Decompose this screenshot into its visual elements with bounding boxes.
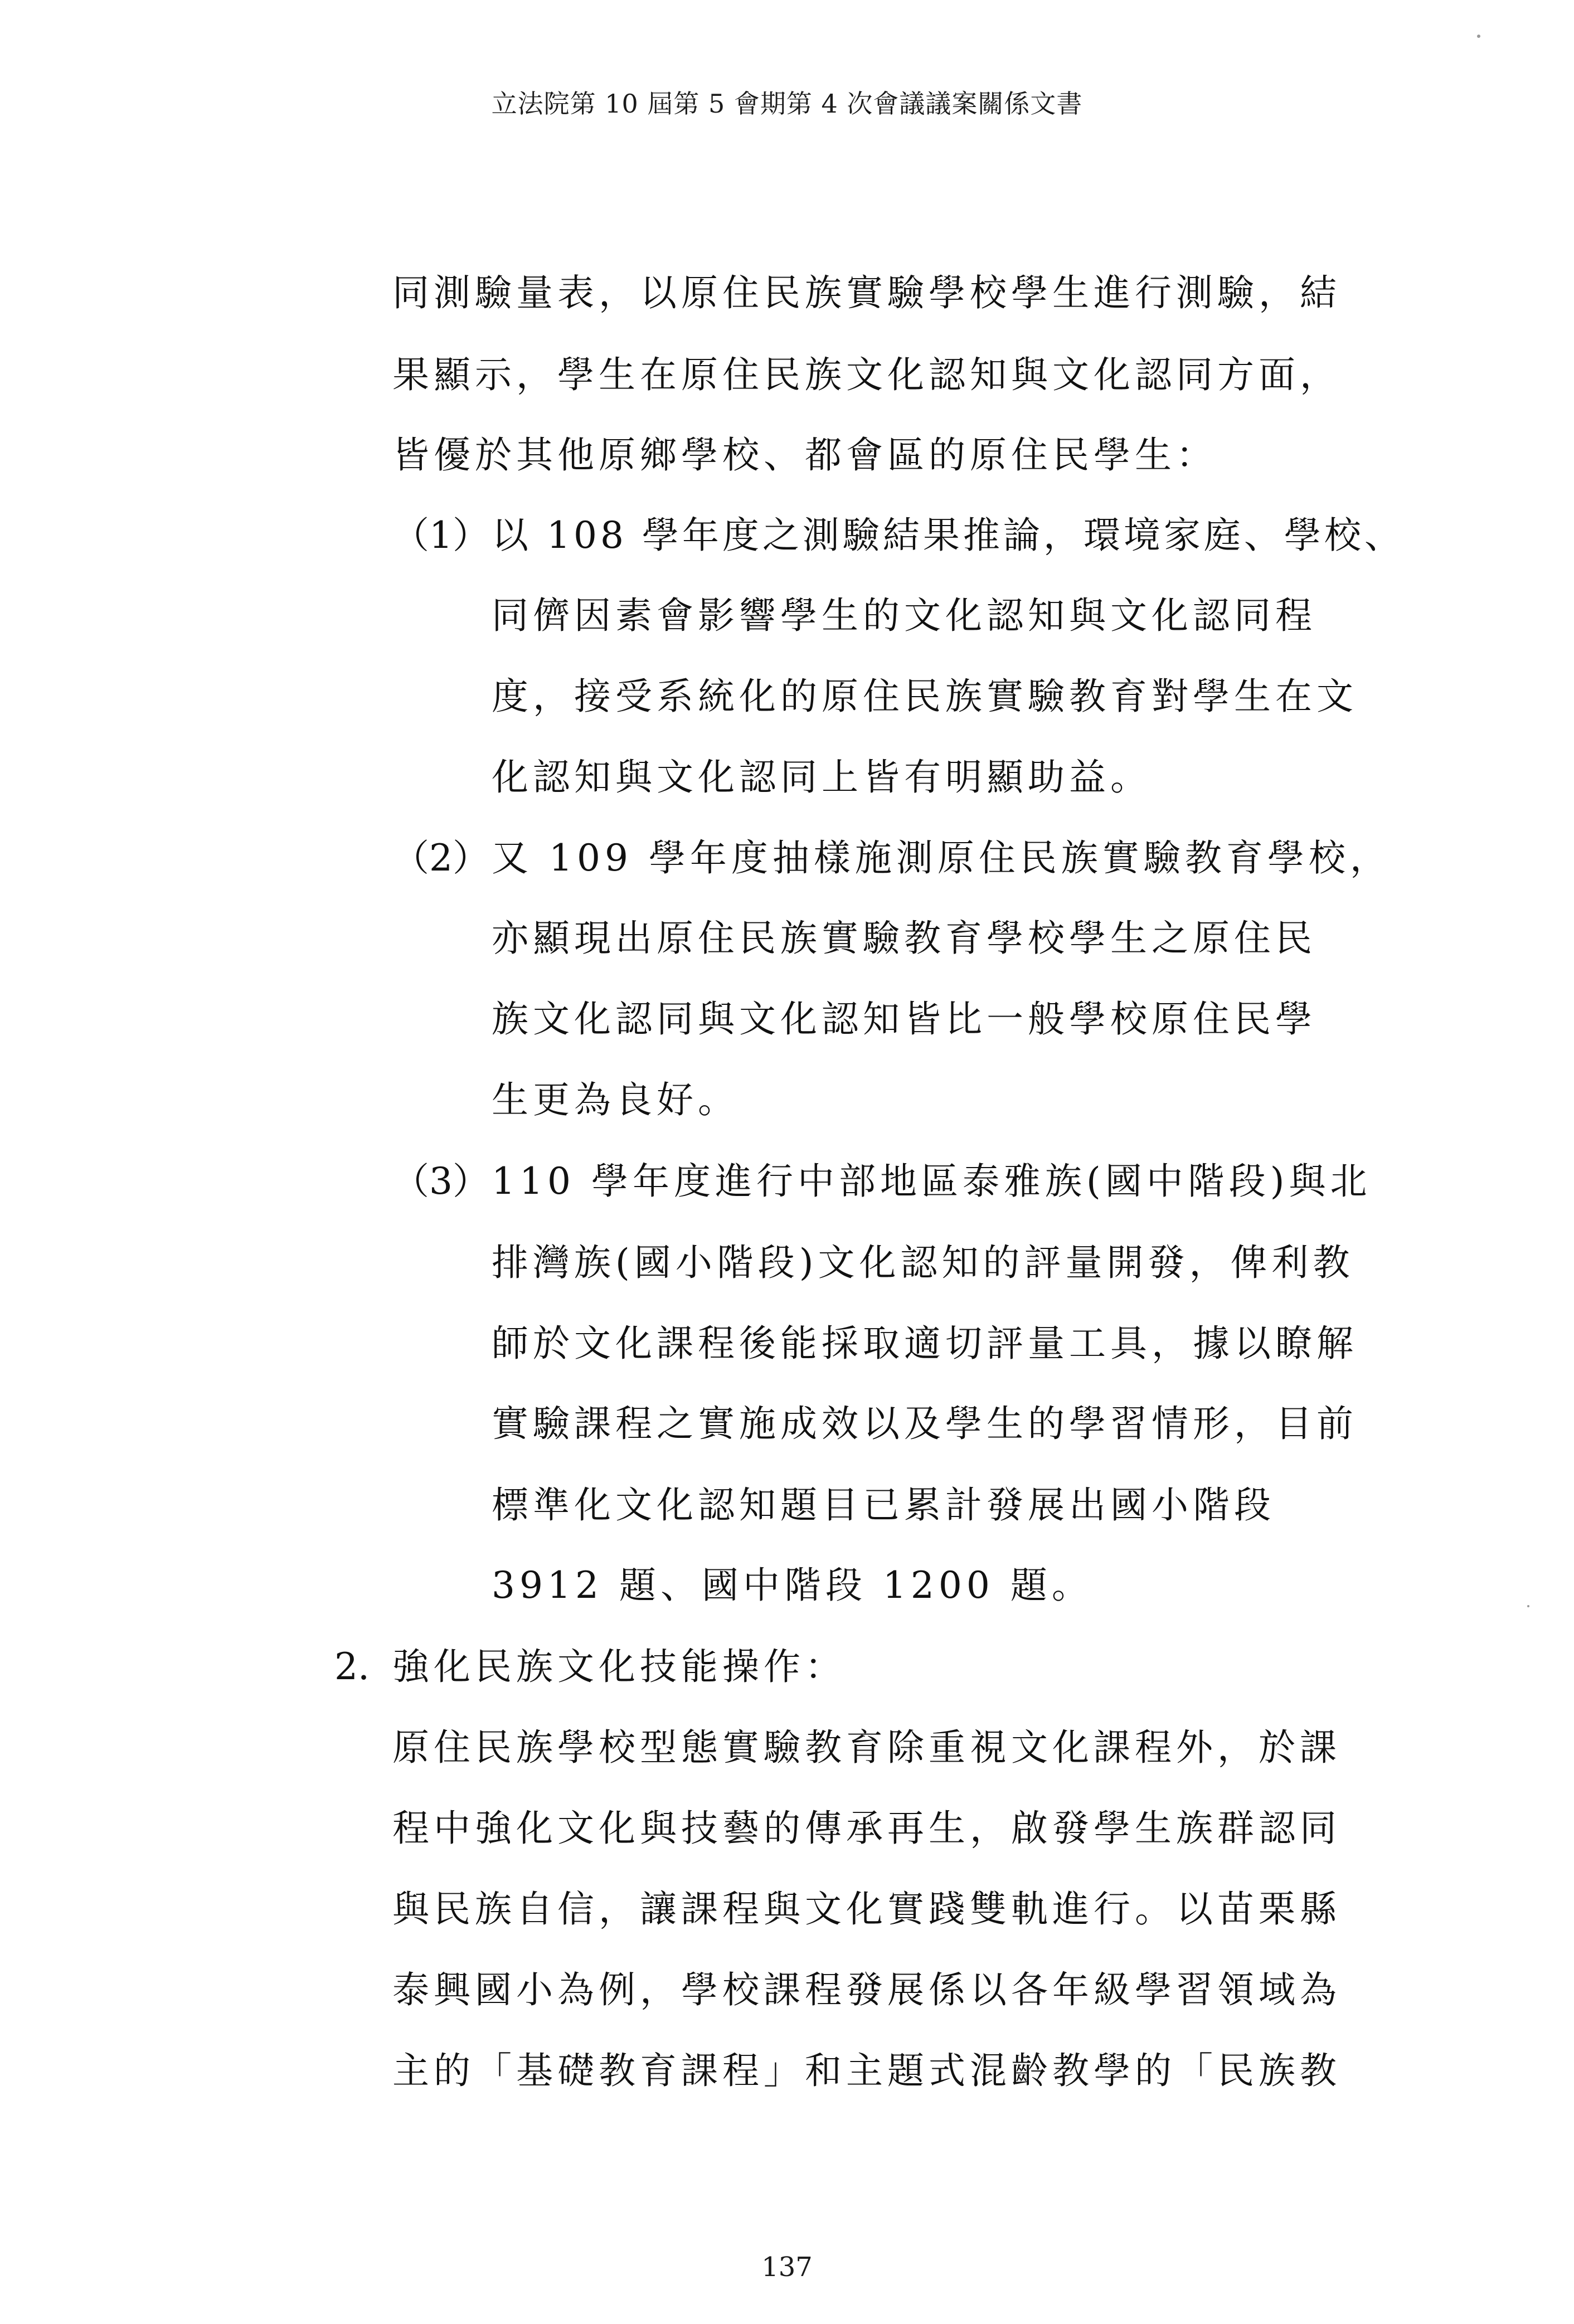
list-item-3-line-6: 3912 題、國中階段 1200 題。 bbox=[492, 1564, 1093, 1607]
page-number: 137 bbox=[761, 2252, 813, 2283]
section-2-marker: 2. bbox=[334, 1645, 370, 1688]
list-item-1-line-1: 以 108 學年度之測驗結果推論，環境家庭、學校、 bbox=[492, 514, 1405, 557]
list-item-1-line-4: 化認知與文化認同上皆有明顯助益。 bbox=[492, 756, 1152, 799]
list-item-2-line-2: 亦顯現出原住民族實驗教育學校學生之原住民 bbox=[492, 917, 1316, 960]
list-item-1-line-2: 同儕因素會影響學生的文化認知與文化認同程 bbox=[492, 594, 1316, 637]
list-item-marker-3: （3） bbox=[392, 1160, 489, 1203]
section-2-line-3: 與民族自信，讓課程與文化實踐雙軌進行。以苗栗縣 bbox=[392, 1888, 1341, 1931]
section-2-line-1: 原住民族學校型態實驗教育除重視文化課程外，於課 bbox=[392, 1726, 1341, 1769]
list-item-marker-2: （2） bbox=[392, 837, 489, 879]
intro-line-2: 果顯示，學生在原住民族文化認知與文化認同方面， bbox=[392, 353, 1341, 396]
section-2-line-4: 泰興國小為例，學校課程發展係以各年級學習領域為 bbox=[392, 1968, 1341, 2011]
list-item-2-line-1: 又 109 學年度抽樣施測原住民族實驗教育學校， bbox=[492, 837, 1391, 879]
section-2-line-2: 程中強化文化與技藝的傳承再生，啟發學生族群認同 bbox=[392, 1807, 1341, 1850]
section-2-line-5: 主的「基礎教育課程」和主題式混齡教學的「民族教 bbox=[392, 2049, 1341, 2092]
intro-line-3: 皆優於其他原鄉學校、都會區的原住民學生： bbox=[392, 434, 1217, 477]
page-header: 立法院第 10 屆第 5 會期第 4 次會議議案關係文書 bbox=[491, 89, 1083, 119]
scan-speck bbox=[1477, 35, 1480, 38]
list-item-3-line-3: 師於文化課程後能採取適切評量工具，據以瞭解 bbox=[492, 1322, 1358, 1365]
list-item-2-line-4: 生更為良好。 bbox=[492, 1078, 739, 1121]
list-item-3-line-4: 實驗課程之實施成效以及學生的學習情形，目前 bbox=[492, 1402, 1358, 1445]
list-item-3-line-1: 110 學年度進行中部地區泰雅族(國中階段)與北 bbox=[492, 1160, 1372, 1203]
section-2-title: 強化民族文化技能操作： bbox=[392, 1645, 846, 1688]
list-item-3-line-2: 排灣族(國小階段)文化認知的評量開發，俾利教 bbox=[492, 1241, 1354, 1284]
scan-speck bbox=[1527, 1605, 1529, 1607]
list-item-1-line-3: 度，接受系統化的原住民族實驗教育對學生在文 bbox=[492, 675, 1358, 718]
list-item-marker-1: （1） bbox=[392, 514, 489, 557]
list-item-3-line-5: 標準化文化認知題目已累計發展出國小階段 bbox=[492, 1484, 1275, 1526]
intro-line-1: 同測驗量表，以原住民族實驗學校學生進行測驗，結 bbox=[392, 271, 1341, 314]
list-item-2-line-3: 族文化認同與文化認知皆比一般學校原住民學 bbox=[492, 998, 1316, 1041]
